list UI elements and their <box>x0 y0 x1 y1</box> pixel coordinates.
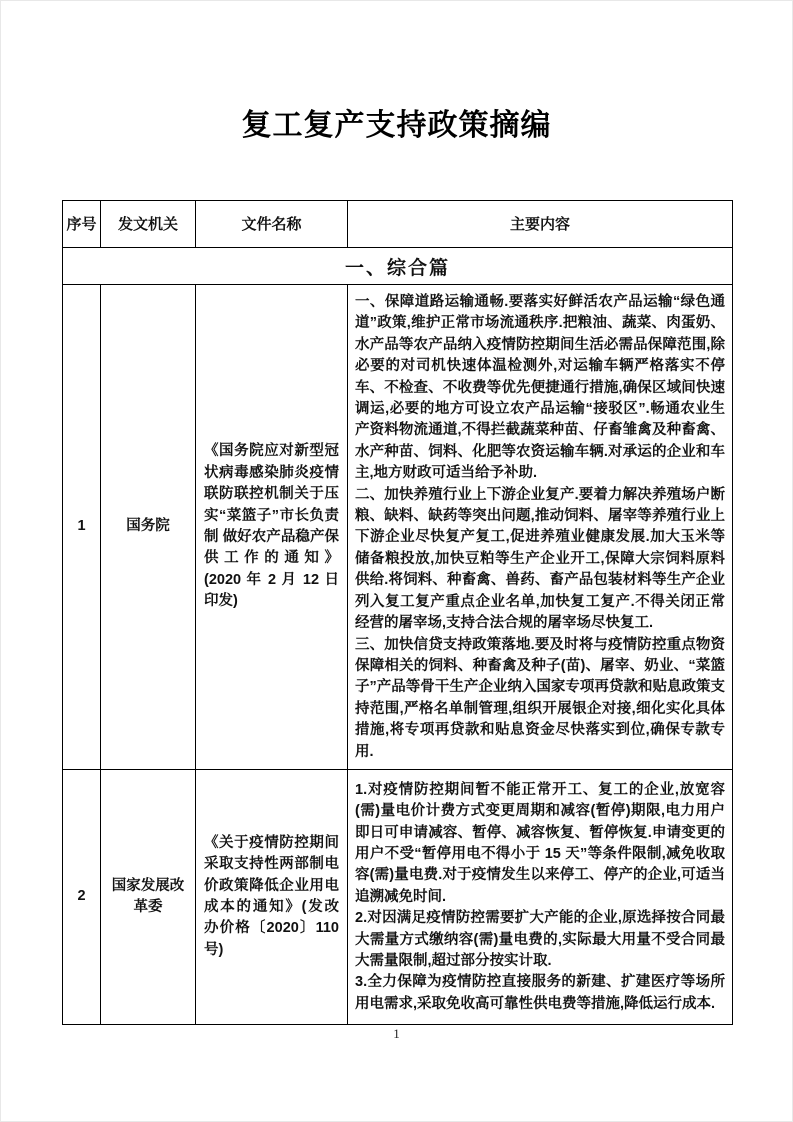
page-title: 复工复产支持政策摘编 <box>241 109 552 142</box>
document-name-cell: 《关于疫情防控期间采取支持性两部制电价政策降低企业用电成本的通知》(发改办价格〔2020〕110 号) <box>196 769 348 1024</box>
content-paragraph: 一、保障道路运输通畅.要落实好鲜活农产品运输“绿色通道”政策,维护正常市场流通秩序.把粮油、蔬菜、肉蛋奶、水产品等农产品纳入疫情防控期间生活必需品保障范围,除必要的对司机快速体温检测外,对运输车辆严格落实不停车、不检查、不收费等优先便捷通行措施,确保区域间快速调运,必要的地方可设立农产品运输“接驳区”.畅通农业生产资料物流通道,不得拦截蔬菜种苗、仔畜雏禽及种畜禽、水产种苗、饲料、化肥等农资运输车辆.对承运的企业和车主,地方财政可适当给予补助. <box>355 294 725 482</box>
document-name-cell: 《国务院应对新型冠状病毒感染肺炎疫情联防联控机制关于压实“菜篮子”市长负责制 做好农产品稳产保供工作的通知》(2020 年 2 月 12 日印发) <box>196 285 348 770</box>
section-row <box>63 248 733 285</box>
column-header-agency: 发文机关 <box>101 201 196 248</box>
content-paragraph: 2.对因满足疫情防控需要扩大产能的企业,原选择按合同最大需量方式缴纳容(需)量电费的,实际最大用量不受合同最大需量限制,超过部分按实计取. <box>355 910 725 969</box>
row-number-cell: 1 <box>63 285 101 770</box>
policy-table <box>62 200 733 1025</box>
content-paragraph: 二、加快养殖行业上下游企业复产.要着力解决养殖场户断粮、缺料、缺药等突出问题,推动饲料、屠宰等养殖行业上下游企业尽快复产复工,促进养殖业健康发展.加大玉米等储备粮投放,加快豆粕等生产企业开工,保障大宗饲料原料供给.将饲料、种畜禽、兽药、畜产品包装材料等生产企业列入复工复产重点企业名单,加快复工复产.不得关闭正常经营的屠宰场,支持合法合规的屠宰场尽快复工. <box>355 486 725 632</box>
column-header-no: 序号 <box>63 201 101 248</box>
column-header-document: 文件名称 <box>196 201 348 248</box>
table-row <box>63 769 733 1024</box>
table-header-row <box>63 201 733 248</box>
content-paragraph: 1.对疫情防控期间暂不能正常开工、复工的企业,放宽容(需)量电价计费方式变更周期和减容(暂停)期限,电力用户即日可申请减容、暂停、减容恢复、暂停恢复.申请变更的用户不受“暂停用电不得小于 15 天”等条件限制,减免收取容(需)量电费.对于疫情发生以来停工、停产的企业,可适当追溯减免时间. <box>355 781 725 905</box>
page-number: 1 <box>393 1026 400 1041</box>
content-paragraph: 3.全力保障为疫情防控直接服务的新建、扩建医疗等场所用电需求,采取免收高可靠性供电费等措施,降低运行成本. <box>355 974 725 1012</box>
row-number-cell: 2 <box>63 769 101 1024</box>
agency-cell: 国务院 <box>101 285 196 770</box>
agency-cell: 国家发展改革委 <box>101 769 196 1024</box>
content-paragraph: 三、加快信贷支持政策落地.要及时将与疫情防控重点物资保障相关的饲料、种畜禽及种子(苗)、屠宰、奶业、“菜篮子”产品等骨干生产企业纳入国家专项再贷款和贴息政策支持范围,严格名单制管理,组织开展银企对接,细化实化具体措施,将专项再贷款和贴息资金尽快落实到位,确保专款专用. <box>355 636 725 760</box>
column-header-content: 主要内容 <box>348 201 733 248</box>
section-title: 一、综合篇 <box>63 248 733 285</box>
table-row <box>63 285 733 770</box>
main-content-cell <box>348 285 733 770</box>
main-content-cell <box>348 769 733 1024</box>
